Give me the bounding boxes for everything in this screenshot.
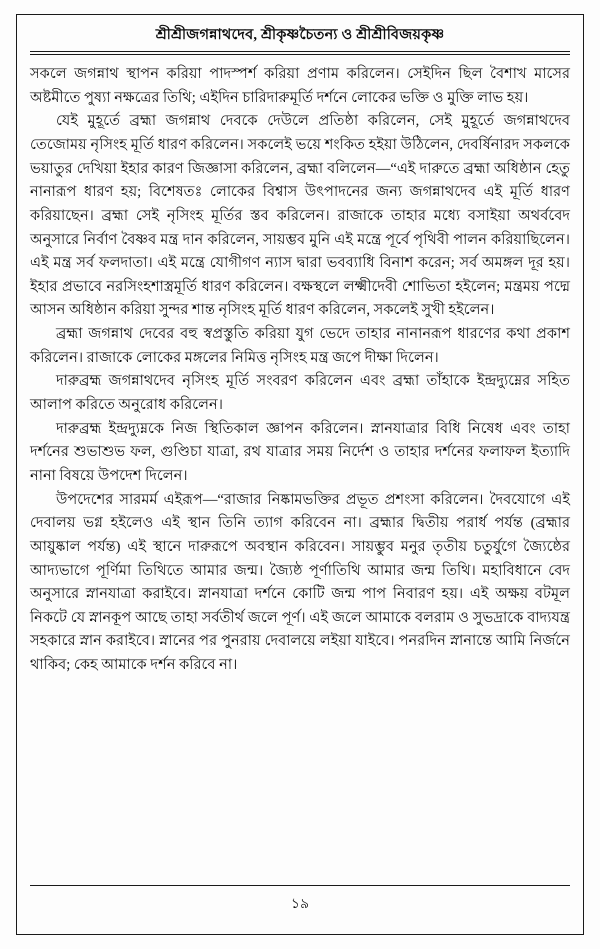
body-text	[30, 63, 570, 678]
paragraph: ব্রহ্মা জগন্নাথ দেবের বহু স্বপ্রস্তুতি করিয়া যুগ ভেদে তাহার নানানরূপ ধারণের কথা প্রকাশ করিলেন। রাজাকে লোকের মঙ্গলের নিমিত্ত নৃসিংহ মন্ত্র জপে দীক্ষা দিলেন।	[30, 326, 570, 366]
running-header: শ্রীশ্রীজগন্নাথদেব, শ্রীকৃষ্ণচৈতন্য ও শ্রীশ্রীবিজয়কৃষ্ণ	[155, 27, 445, 43]
paragraph: উপদেশের সারমর্ম এইরূপ—“রাজার নিষ্কামভক্তির প্রভূত প্রশংসা করিলেন। দৈবযোগে এই দেবালয় ভগ্ন হইলেও এই স্থান তিনি ত্যাগ করিবেন না। ব্রহ্মার দ্বিতীয় পরার্ধ পর্যন্ত (ব্রহ্মার আয়ুষ্কাল পর্যন্ত) এই স্থানে দারুরূপে অবস্থান করিবেন। সায়ম্ভুব মনুর তৃতীয় চতুর্যুগে জ্যৈষ্ঠের আদ্যভাগে পূর্ণিমা তিথিতে আমার জন্ম। জ্যৈষ্ঠ পূর্ণাতিথি আমার জন্ম তিথি। মহাবিধানে বেদ অনুসারে স্নানযাত্রা করাইবে। স্নানযাত্রা দর্শনে কোটি জন্ম পাপ নিবারণ হয়। এই অক্ষয় বটমূল নিকটে যে স্নানকূপ আছে তাহা সর্বতীর্থ জলে পূর্ণ। এই জলে আমাকে বলরাম ও সুভদ্রাকে বাদ্যযন্ত্র সহকারে স্নান করাইবে। স্নানের পর পুনরায় দেবালয়ে লইয়া যাইবে। পনরদিন স্নানান্তে আমি নির্জনে থাকিব; কেহ আমাকে দর্শন করিবে না।	[30, 491, 570, 674]
footer-rule	[30, 885, 570, 886]
page-number: ১৯	[290, 897, 310, 912]
paragraph: সকলে জগন্নাথ স্থাপন করিয়া পাদস্পর্শ করিয়া প্রণাম করিলেন। সেইদিন ছিল বৈশাখ মাসের অষ্টমীতে পুষ্যা নক্ষত্রের তিথি; এইদিন চারিদারুমূর্তি দর্শনে লোকের ভক্তি ও মুক্তি লাভ হয়।	[30, 66, 570, 106]
paragraph: যেই মুহূর্তে ব্রহ্মা জগন্নাথ দেবকে দেউলে প্রতিষ্ঠা করিলেন, সেই মুহূর্তে জগন্নাথদেব তেজোময় নৃসিংহ মূর্তি ধারণ করিলেন। সকলেই ভয়ে শংকিত হইয়া উঠিলেন, দেবর্ষিনারদ সকলকে ভয়াতুর দেখিয়া ইহার কারণ জিজ্ঞাসা করিলেন, ব্রহ্মা বলিলেন—“এই দারুতে ব্রহ্মা অধিষ্ঠান হেতু নানারূপ ধারণ হয়; বিশেষতঃ লোকের বিশ্বাস উৎপাদনের জন্য জগন্নাথদেব এই মূর্তি ধারণ করিয়াছেন। ব্রহ্মা সেই নৃসিংহ মূর্তির স্তব করিলেন। রাজাকে তাহার মধ্যে বসাইয়া অথর্ববেদ অনুসারে নির্বাণ বৈষ্ণব মন্ত্র দান করিলেন, সায়ম্ভব মুনি এই মন্ত্রে পূর্বে পৃথিবী পালন করিয়াছিলেন। এই মন্ত্র সর্ব ফলদাতা। এই মন্ত্রে যোগীগণ ন্যাস দ্বারা ভবব্যাধি বিনাশ করেন; সর্ব অমঙ্গল দূর হয়। ইহার প্রভাবে নরসিংহশাস্ত্রমূর্তি ধারণ করিলেন। বক্ষস্থলে লক্ষ্মীদেবী শোভিতা হইলেন; মন্ত্রময় পদ্মে আসন অধিষ্ঠান করিয়া সুন্দর শান্ত নৃসিংহ মূর্তি ধারণ করিলেন, সকলেই সুখী হইলেন।	[30, 113, 570, 319]
header-rule-lower	[30, 54, 570, 55]
paragraph: দারুব্রহ্ম জগন্নাথদেব নৃসিংহ মূর্তি সংবরণ করিলেন এবং ব্রহ্মা তাঁহাকে ইন্দ্রদ্যুম্নের সহিত আলাপ করিতে অনুরোধ করিলেন।	[30, 373, 570, 414]
paragraph: দারুব্রহ্ম ইন্দ্রদ্যুম্নকে নিজ স্থিতিকাল জ্ঞাপন করিলেন। স্নানযাত্রার বিধি নিষেধ এবং তাহা দর্শনের শুভাশুভ ফল, গুণ্ডিচা যাত্রা, রথ যাত্রার সময় নির্দেশ ও তাহার দর্শনের ফলাফল ইত্যাদি নানা বিষয়ে উপদেশ দিলেন।	[30, 420, 570, 484]
page-content	[30, 26, 570, 922]
